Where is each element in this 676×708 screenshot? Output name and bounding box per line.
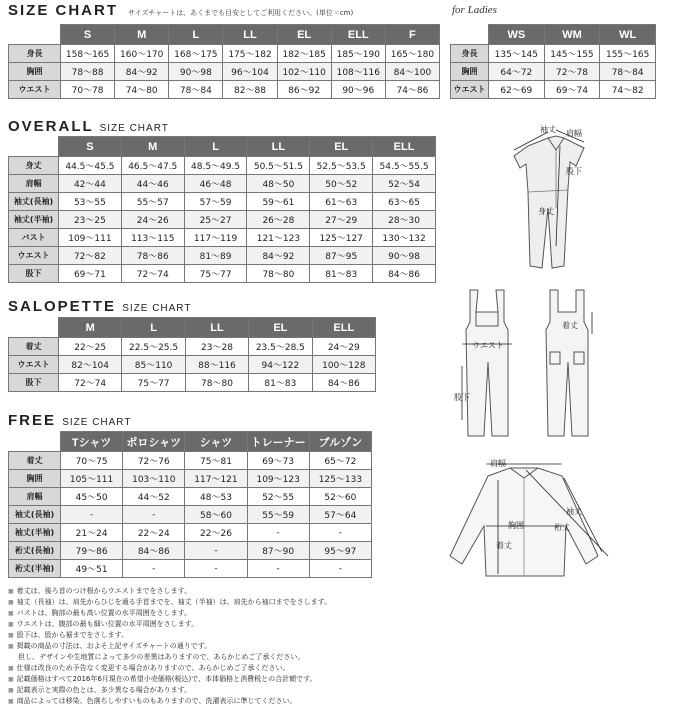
table-row bbox=[9, 506, 372, 524]
column-header: LL bbox=[247, 137, 310, 157]
column-header: M bbox=[121, 137, 184, 157]
table-cell: 81〜89 bbox=[184, 247, 247, 265]
table-cell: - bbox=[309, 560, 371, 578]
table-cell: 57〜59 bbox=[184, 193, 247, 211]
column-header: L bbox=[169, 25, 223, 45]
table-cell: - bbox=[185, 560, 247, 578]
note-item: ■ 掲載の商品の寸法は、およそ上記サイズチャートの通りです。 bbox=[8, 641, 331, 652]
table-cell: 117〜121 bbox=[185, 470, 247, 488]
table-cell: 70〜75 bbox=[61, 452, 123, 470]
table-cell: 90〜98 bbox=[169, 63, 223, 81]
table-cell: 84〜92 bbox=[115, 63, 169, 81]
table-cell: 175〜182 bbox=[223, 45, 277, 63]
row-label: 袖丈(長袖) bbox=[9, 506, 61, 524]
column-header: トレーナー bbox=[247, 432, 309, 452]
size-chart-note: サイズチャートは、あくまでも目安としてご利用ください。(単位＝cm) bbox=[128, 9, 354, 17]
note-item: ■ バストは、胸部の最も高い位置の水平周囲をさします。 bbox=[8, 608, 331, 619]
table-cell: 75〜77 bbox=[122, 374, 185, 392]
column-header: WS bbox=[489, 25, 545, 45]
table-row bbox=[9, 229, 436, 247]
note-item: ■ 股下は、股から裾までをさします。 bbox=[8, 630, 331, 641]
table-cell: 44〜46 bbox=[121, 175, 184, 193]
table-cell: 130〜132 bbox=[373, 229, 436, 247]
table-cell: 90〜98 bbox=[373, 247, 436, 265]
ladies-chart-title: for Ladies bbox=[452, 4, 497, 16]
table-cell: 50.5〜51.5 bbox=[247, 157, 310, 175]
jacket-shoulder-label: 肩幅 bbox=[490, 459, 506, 468]
table-cell: 155〜165 bbox=[600, 45, 656, 63]
table-cell: 74〜86 bbox=[385, 81, 439, 99]
row-label: 股下 bbox=[9, 265, 59, 283]
table-cell: 78〜80 bbox=[185, 374, 248, 392]
table-cell: 125〜127 bbox=[310, 229, 373, 247]
header-blank bbox=[9, 432, 61, 452]
table-cell: 72〜74 bbox=[121, 265, 184, 283]
row-label: 肩幅 bbox=[9, 488, 61, 506]
table-row bbox=[9, 524, 372, 542]
table-cell: 42〜44 bbox=[59, 175, 122, 193]
table-row bbox=[451, 81, 656, 99]
table-cell: 72〜82 bbox=[59, 247, 122, 265]
table-cell: 61〜63 bbox=[310, 193, 373, 211]
row-label: 袖丈(長袖) bbox=[9, 193, 59, 211]
row-label: ウエスト bbox=[451, 81, 489, 99]
table-cell: 87〜95 bbox=[310, 247, 373, 265]
table-cell: - bbox=[61, 506, 123, 524]
table-cell: 57〜64 bbox=[309, 506, 371, 524]
table-cell: 63〜65 bbox=[373, 193, 436, 211]
table-cell: 125〜133 bbox=[309, 470, 371, 488]
row-label: ウエスト bbox=[9, 81, 61, 99]
header-blank bbox=[9, 137, 59, 157]
table-cell: 45〜50 bbox=[61, 488, 123, 506]
table-cell: 22.5〜25.5 bbox=[122, 338, 185, 356]
table-cell: 100〜128 bbox=[312, 356, 375, 374]
table-cell: 78〜80 bbox=[247, 265, 310, 283]
row-label: 裄丈(半袖) bbox=[9, 560, 61, 578]
table-cell: 82〜104 bbox=[59, 356, 122, 374]
table-cell: 78〜84 bbox=[169, 81, 223, 99]
table-cell: 108〜116 bbox=[331, 63, 385, 81]
table-cell: 109〜111 bbox=[59, 229, 122, 247]
table-cell: - bbox=[185, 542, 247, 560]
salopette-length-label: 着丈 bbox=[562, 321, 578, 330]
table-row bbox=[9, 542, 372, 560]
table-row bbox=[9, 81, 440, 99]
header-blank bbox=[9, 25, 61, 45]
table-row bbox=[9, 560, 372, 578]
table-row bbox=[451, 63, 656, 81]
table-cell: 72〜74 bbox=[59, 374, 122, 392]
table-cell: 94〜122 bbox=[249, 356, 312, 374]
salopette-inseam-label: 股下 bbox=[454, 393, 470, 402]
salopette-waist-label: ウエスト bbox=[472, 341, 504, 350]
overall-chart-table bbox=[8, 136, 436, 283]
table-cell: 81〜83 bbox=[310, 265, 373, 283]
table-cell: 121〜123 bbox=[247, 229, 310, 247]
row-label: 着丈 bbox=[9, 338, 59, 356]
table-cell: 78〜88 bbox=[61, 63, 115, 81]
table-row bbox=[9, 211, 436, 229]
table-row bbox=[9, 247, 436, 265]
column-header: ELL bbox=[312, 318, 375, 338]
table-row bbox=[451, 45, 656, 63]
column-header: L bbox=[184, 137, 247, 157]
table-cell: 75〜81 bbox=[185, 452, 247, 470]
table-row bbox=[9, 470, 372, 488]
table-cell: 55〜59 bbox=[247, 506, 309, 524]
table-cell: 69〜71 bbox=[59, 265, 122, 283]
free-subtitle: SIZE CHART bbox=[62, 417, 132, 428]
table-cell: 69〜73 bbox=[247, 452, 309, 470]
table-cell: 52〜55 bbox=[247, 488, 309, 506]
table-cell: - bbox=[247, 524, 309, 542]
table-cell: 59〜61 bbox=[247, 193, 310, 211]
table-cell: 84〜92 bbox=[247, 247, 310, 265]
table-cell: 22〜24 bbox=[123, 524, 185, 542]
column-header: M bbox=[59, 318, 122, 338]
table-cell: - bbox=[247, 560, 309, 578]
overall-body-label: 身丈 bbox=[538, 207, 554, 216]
row-label: ウエスト bbox=[9, 247, 59, 265]
note-item: ■ ウエストは、腹部の最も細い位置の水平周囲をさします。 bbox=[8, 619, 331, 630]
row-label: バスト bbox=[9, 229, 59, 247]
table-cell: 52〜54 bbox=[373, 175, 436, 193]
table-cell: 22〜26 bbox=[185, 524, 247, 542]
table-cell: 117〜119 bbox=[184, 229, 247, 247]
row-label: 股下 bbox=[9, 374, 59, 392]
table-cell: 78〜86 bbox=[121, 247, 184, 265]
column-header: L bbox=[122, 318, 185, 338]
table-cell: 95〜97 bbox=[309, 542, 371, 560]
table-row bbox=[9, 452, 372, 470]
notes-list bbox=[8, 586, 331, 707]
table-cell: 145〜155 bbox=[544, 45, 600, 63]
jacket-length-label: 着丈 bbox=[496, 541, 512, 550]
salopette-chart-table bbox=[8, 317, 376, 392]
header-blank bbox=[451, 25, 489, 45]
table-cell: 48〜53 bbox=[185, 488, 247, 506]
table-cell: 44〜52 bbox=[123, 488, 185, 506]
column-header: EL bbox=[249, 318, 312, 338]
table-cell: 24〜26 bbox=[121, 211, 184, 229]
table-cell: 72〜78 bbox=[544, 63, 600, 81]
jacket-illustration bbox=[438, 456, 614, 586]
table-cell: 27〜29 bbox=[310, 211, 373, 229]
table-cell: 21〜24 bbox=[61, 524, 123, 542]
table-row bbox=[9, 175, 436, 193]
table-cell: 96〜104 bbox=[223, 63, 277, 81]
table-cell: 23〜25 bbox=[59, 211, 122, 229]
table-cell: 48.5〜49.5 bbox=[184, 157, 247, 175]
table-cell: 87〜90 bbox=[247, 542, 309, 560]
row-label: 胸囲 bbox=[9, 470, 61, 488]
row-label: 袖丈(半袖) bbox=[9, 211, 59, 229]
row-label: 肩幅 bbox=[9, 175, 59, 193]
table-cell: 69〜74 bbox=[544, 81, 600, 99]
row-label: 裄丈(長袖) bbox=[9, 542, 61, 560]
note-item: ■ 袖丈（長袖）は、肩先からひじを通る手首までを、袖丈（半袖）は、肩先から袖口までをさします。 bbox=[8, 597, 331, 608]
note-item: 但し、デザインや生地質によって多少の差異はありますので、あらかじめご了承ください。 bbox=[18, 653, 305, 661]
table-cell: 79〜86 bbox=[61, 542, 123, 560]
column-header: ELL bbox=[373, 137, 436, 157]
table-cell: 86〜92 bbox=[277, 81, 331, 99]
size-chart-table bbox=[8, 24, 440, 99]
table-cell: 24〜29 bbox=[312, 338, 375, 356]
row-label: 身長 bbox=[9, 45, 61, 63]
table-cell: 88〜116 bbox=[185, 356, 248, 374]
note-item: ■ 着丈は、後ろ首のつけ根からウエストまでをさします。 bbox=[8, 586, 331, 597]
table-cell: 23〜28 bbox=[185, 338, 248, 356]
table-cell: 103〜110 bbox=[123, 470, 185, 488]
salopette-chart-title bbox=[8, 298, 191, 315]
table-cell: 84〜86 bbox=[123, 542, 185, 560]
table-cell: 53〜55 bbox=[59, 193, 122, 211]
table-cell: 82〜88 bbox=[223, 81, 277, 99]
salopette-illustration bbox=[446, 282, 606, 442]
table-cell: 113〜115 bbox=[121, 229, 184, 247]
header-blank bbox=[9, 318, 59, 338]
column-header: ポロシャツ bbox=[123, 432, 185, 452]
column-header: M bbox=[115, 25, 169, 45]
column-header: EL bbox=[277, 25, 331, 45]
table-cell: 160〜170 bbox=[115, 45, 169, 63]
table-cell: 102〜110 bbox=[277, 63, 331, 81]
table-cell: 84〜86 bbox=[373, 265, 436, 283]
row-label: 身丈 bbox=[9, 157, 59, 175]
table-cell: 158〜165 bbox=[61, 45, 115, 63]
table-cell: 85〜110 bbox=[122, 356, 185, 374]
table-cell: 52.5〜53.5 bbox=[310, 157, 373, 175]
table-cell: 75〜77 bbox=[184, 265, 247, 283]
table-cell: 26〜28 bbox=[247, 211, 310, 229]
row-label: ウエスト bbox=[9, 356, 59, 374]
overall-title: OVERALL bbox=[8, 118, 94, 135]
table-cell: 55〜57 bbox=[121, 193, 184, 211]
overall-inseam-label: 股下 bbox=[566, 167, 582, 176]
table-row bbox=[9, 374, 376, 392]
table-row bbox=[9, 488, 372, 506]
column-header: S bbox=[61, 25, 115, 45]
column-header: ブルゾン bbox=[309, 432, 371, 452]
table-row bbox=[9, 157, 436, 175]
table-cell: 165〜180 bbox=[385, 45, 439, 63]
salopette-subtitle: SIZE CHART bbox=[122, 303, 192, 314]
table-cell: 109〜123 bbox=[247, 470, 309, 488]
table-cell: 84〜100 bbox=[385, 63, 439, 81]
overall-subtitle: SIZE CHART bbox=[99, 123, 169, 134]
table-cell: - bbox=[123, 506, 185, 524]
table-cell: 74〜80 bbox=[115, 81, 169, 99]
table-row bbox=[9, 265, 436, 283]
ladies-chart-table bbox=[450, 24, 656, 99]
table-cell: 90〜96 bbox=[331, 81, 385, 99]
table-cell: 70〜78 bbox=[61, 81, 115, 99]
free-title: FREE bbox=[8, 412, 57, 429]
table-cell: 28〜30 bbox=[373, 211, 436, 229]
table-cell: 58〜60 bbox=[185, 506, 247, 524]
table-cell: 23.5〜28.5 bbox=[249, 338, 312, 356]
table-cell: 48〜50 bbox=[247, 175, 310, 193]
column-header: ELL bbox=[331, 25, 385, 45]
table-cell: 65〜72 bbox=[309, 452, 371, 470]
table-cell: 78〜84 bbox=[600, 63, 656, 81]
table-cell: - bbox=[309, 524, 371, 542]
table-cell: 54.5〜55.5 bbox=[373, 157, 436, 175]
column-header: WM bbox=[544, 25, 600, 45]
table-cell: 84〜86 bbox=[312, 374, 375, 392]
table-row bbox=[9, 193, 436, 211]
column-header: EL bbox=[310, 137, 373, 157]
table-cell: 72〜76 bbox=[123, 452, 185, 470]
salopette-title: SALOPETTE bbox=[8, 298, 117, 315]
note-item: ■ 記載価格はすべて2016年6月現在の希望小売価格(税込)で、本体価格と消費税との合計額です。 bbox=[8, 674, 331, 685]
table-cell: 44.5〜45.5 bbox=[59, 157, 122, 175]
jacket-yuki-label: 裄丈 bbox=[554, 523, 570, 532]
table-cell: 46.5〜47.5 bbox=[121, 157, 184, 175]
overall-shoulder-label: 肩幅 bbox=[566, 129, 582, 138]
table-row bbox=[9, 356, 376, 374]
table-cell: 74〜82 bbox=[600, 81, 656, 99]
table-cell: 81〜83 bbox=[249, 374, 312, 392]
column-header: シャツ bbox=[185, 432, 247, 452]
table-cell: 185〜190 bbox=[331, 45, 385, 63]
row-label: 胸囲 bbox=[451, 63, 489, 81]
table-row bbox=[9, 338, 376, 356]
table-row bbox=[9, 45, 440, 63]
column-header: Tシャツ bbox=[61, 432, 123, 452]
overall-sleeve-label: 袖丈 bbox=[540, 125, 556, 134]
column-header: LL bbox=[223, 25, 277, 45]
table-cell: 25〜27 bbox=[184, 211, 247, 229]
row-label: 袖丈(半袖) bbox=[9, 524, 61, 542]
row-label: 着丈 bbox=[9, 452, 61, 470]
column-header: S bbox=[59, 137, 122, 157]
note-item: ■ 仕様は改良のため予告なく変更する場合がありますので、あらかじめご了承ください。 bbox=[8, 663, 331, 674]
column-header: LL bbox=[185, 318, 248, 338]
table-cell: 52〜60 bbox=[309, 488, 371, 506]
table-cell: 135〜145 bbox=[489, 45, 545, 63]
column-header: F bbox=[385, 25, 439, 45]
row-label: 胸囲 bbox=[9, 63, 61, 81]
note-item: ■ 記載表示と実際の色とは、多少異なる場合があります。 bbox=[8, 685, 331, 696]
table-cell: 22〜25 bbox=[59, 338, 122, 356]
jacket-chest-label: 胸囲 bbox=[508, 521, 524, 530]
table-cell: 105〜111 bbox=[61, 470, 123, 488]
table-cell: 62〜69 bbox=[489, 81, 545, 99]
table-row bbox=[9, 63, 440, 81]
table-cell: 49〜51 bbox=[61, 560, 123, 578]
free-chart-table bbox=[8, 431, 372, 578]
column-header: WL bbox=[600, 25, 656, 45]
overall-illustration bbox=[492, 116, 602, 276]
overall-chart-title bbox=[8, 118, 169, 135]
table-cell: 182〜185 bbox=[277, 45, 331, 63]
table-cell: 50〜52 bbox=[310, 175, 373, 193]
free-chart-title bbox=[8, 412, 131, 429]
jacket-sleeve-label: 袖丈 bbox=[566, 507, 582, 516]
table-cell: - bbox=[123, 560, 185, 578]
note-item: ■ 商品によっては移染、色落ちしやすいものもありますので、洗濯表示に準じてください。 bbox=[8, 696, 331, 707]
size-chart-title: SIZE CHART bbox=[8, 2, 118, 19]
row-label: 身長 bbox=[451, 45, 489, 63]
table-cell: 64〜72 bbox=[489, 63, 545, 81]
table-cell: 168〜175 bbox=[169, 45, 223, 63]
table-cell: 46〜48 bbox=[184, 175, 247, 193]
